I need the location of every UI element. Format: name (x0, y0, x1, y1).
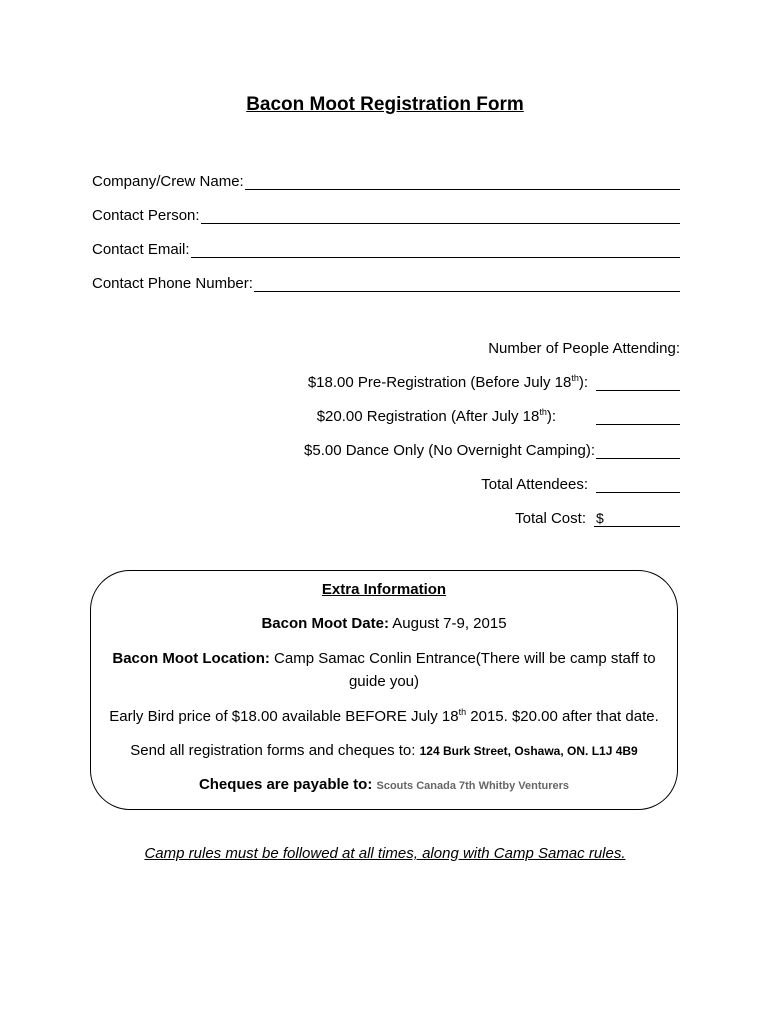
extra-information-heading: Extra Information (321, 581, 447, 598)
contact-phone-input[interactable] (254, 273, 680, 292)
contact-phone-field (92, 270, 680, 292)
dance-only-count-blank[interactable] (596, 442, 680, 459)
total-attendees-blank[interactable] (596, 476, 680, 493)
moot-date-value: August 7-9, 2015 (392, 615, 507, 632)
early-bird-text-1: Early Bird price of $18.00 available BEFORE July 18 (109, 708, 459, 725)
moot-date-label: Bacon Moot Date: (261, 615, 389, 632)
registration-count-blank[interactable] (596, 408, 680, 425)
total-cost-blank[interactable] (594, 510, 680, 527)
total-cost-row (515, 510, 680, 527)
cheques-line (90, 776, 678, 793)
registration-sup: th (539, 407, 547, 417)
contact-email-field (92, 236, 680, 258)
contact-email-input[interactable] (191, 239, 680, 258)
pre-registration-row (308, 374, 680, 391)
dance-only-row (304, 442, 680, 459)
pre-registration-count-blank[interactable] (596, 374, 680, 391)
pre-registration-sup: th (571, 373, 579, 383)
contact-phone-label: Contact Phone Number: (92, 275, 253, 292)
moot-location-value-2: guide you) (348, 673, 420, 690)
contact-person-label: Contact Person: (92, 207, 200, 224)
contact-person-input[interactable] (201, 205, 680, 224)
moot-location-line (90, 650, 678, 667)
moot-location-label: Bacon Moot Location: (112, 650, 270, 667)
registration-text: $20.00 Registration (After July 18 (316, 408, 540, 425)
early-bird-text-2: 2015. $20.00 after that date. (466, 708, 659, 725)
mailing-address: 124 Burk Street, Oshawa, ON. L1J 4B9 (419, 744, 638, 758)
company-crew-name-field (92, 168, 680, 190)
early-bird-sup: th (458, 707, 467, 717)
moot-date-line (90, 615, 678, 632)
total-cost-currency: $ (596, 510, 604, 526)
total-attendees-row (481, 476, 680, 493)
registration-tail: ): (546, 408, 556, 425)
moot-location-value: Camp Samac Conlin Entrance(There will be camp staff to (274, 650, 656, 667)
registration-row (317, 408, 680, 425)
send-forms-line (90, 742, 678, 759)
total-attendees-label: Total Attendees: (481, 476, 588, 493)
cheques-label: Cheques are payable to: (198, 776, 373, 793)
pre-registration-text: $18.00 Pre-Registration (Before July 18 (307, 374, 572, 391)
cheques-payee: Scouts Canada 7th Whitby Venturers (376, 780, 570, 792)
camp-rules-note: Camp rules must be followed at all times, along with Camp Samac rules. (144, 845, 626, 862)
pre-registration-tail: ): (578, 374, 588, 391)
attendance-heading-text: Number of People Attending: (488, 340, 680, 357)
dance-only-label: $5.00 Dance Only (No Overnight Camping): (304, 442, 595, 459)
company-crew-name-input[interactable] (245, 171, 680, 190)
extra-information-box (90, 570, 678, 810)
total-cost-label: Total Cost: (515, 510, 586, 527)
form-title: Bacon Moot Registration Form (246, 94, 524, 115)
contact-email-label: Contact Email: (92, 241, 190, 258)
contact-person-field (92, 202, 680, 224)
company-crew-name-label: Company/Crew Name: (92, 173, 244, 190)
registration-label (317, 408, 556, 425)
pre-registration-label (308, 374, 588, 391)
send-forms-text: Send all registration forms and cheques to: (130, 742, 416, 759)
moot-location-line-2 (90, 673, 678, 690)
early-bird-line (90, 708, 678, 725)
attendance-heading (488, 340, 680, 357)
